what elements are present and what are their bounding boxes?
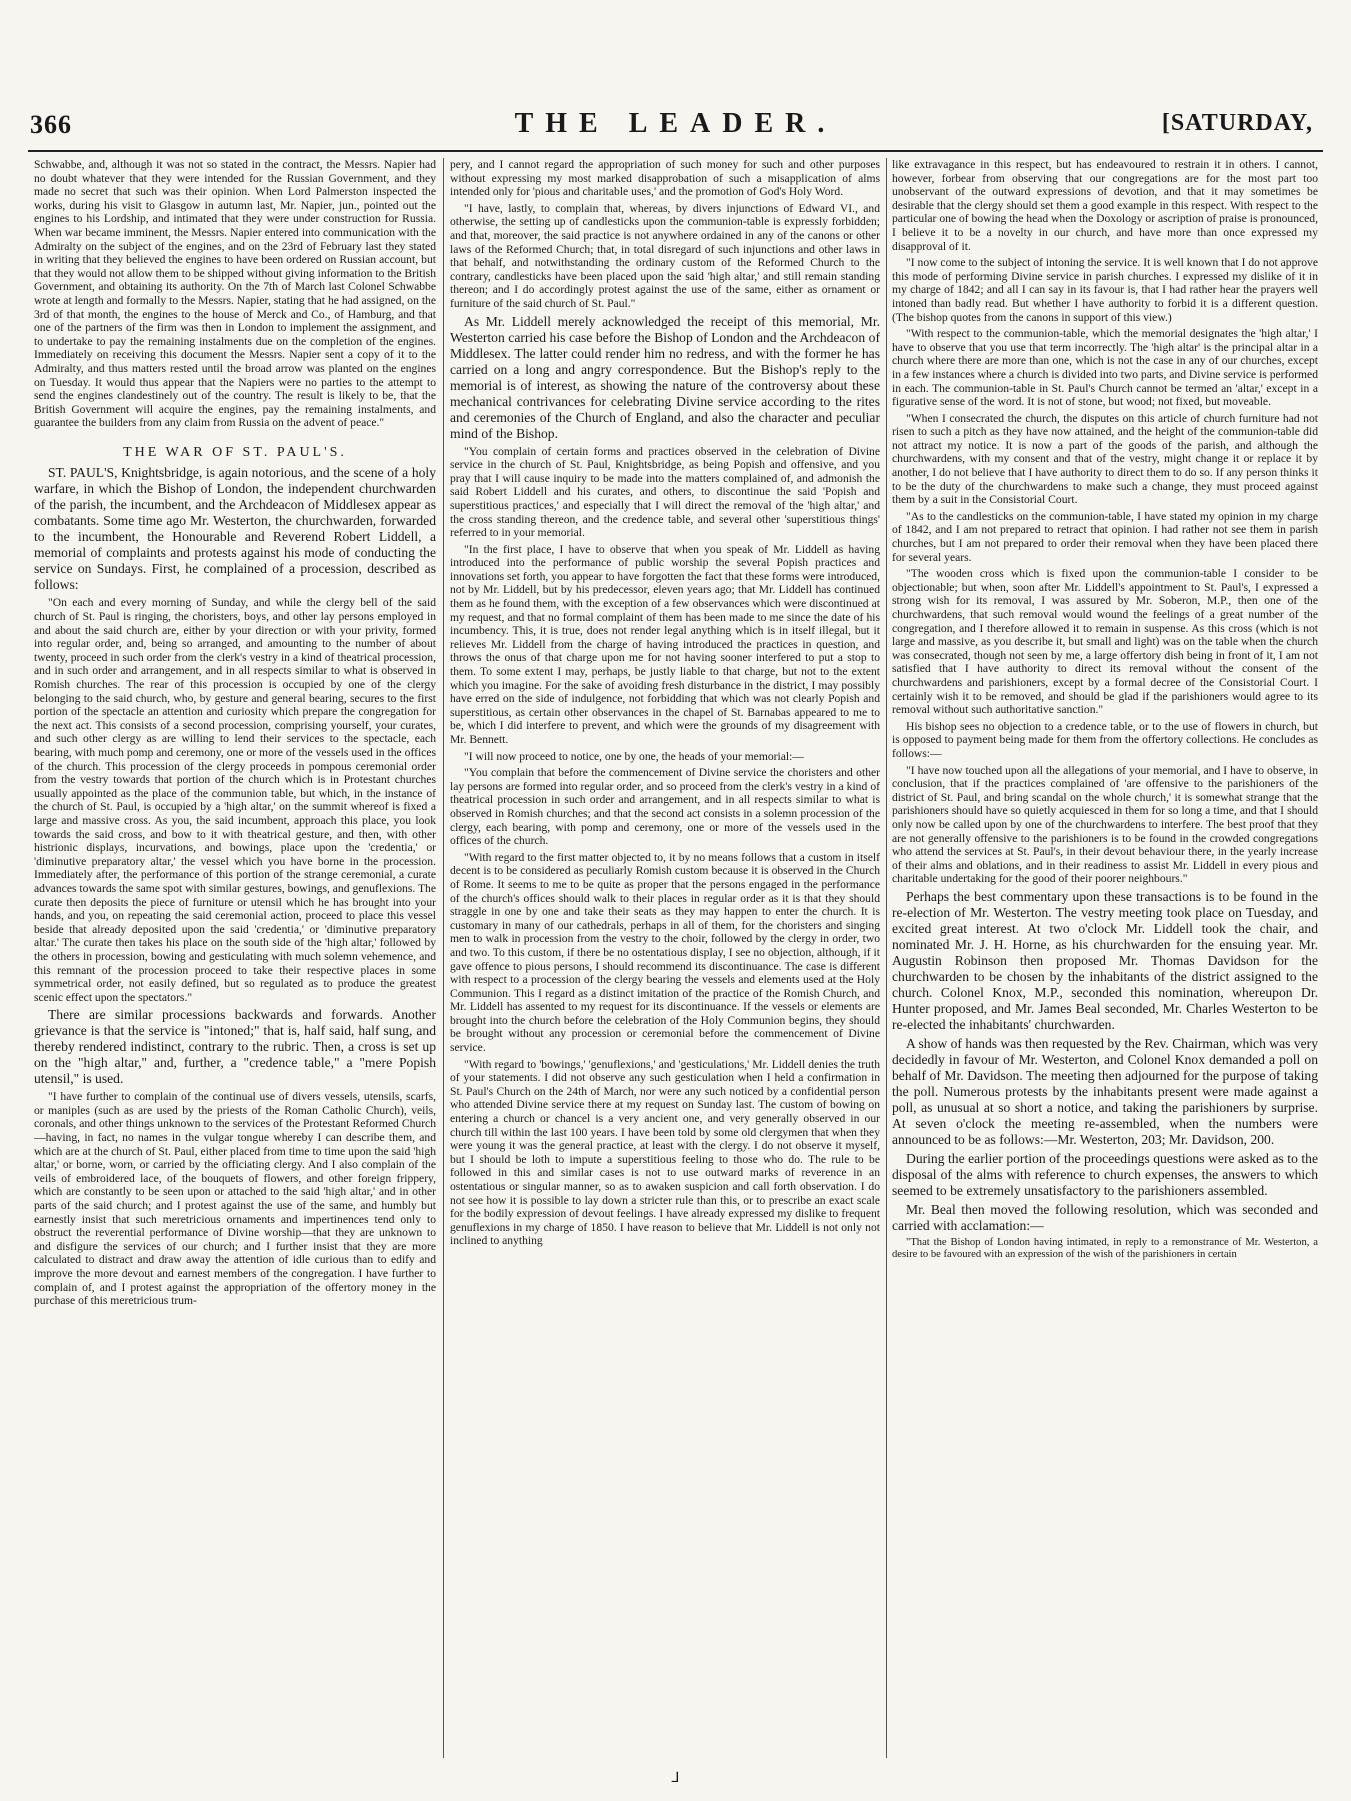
article-paragraph: "I have further to complain of the continual use of divers vessels, utensils, scarfs, or maniples (such as are used by the priests of the Roman Catholic Church), veils, coronals, and other things unknown to the services of the Protestant Reformed Church—having, in fact, no names in the vulgar tongue whereby I can describe them, and which are at the church of St. Paul, either placed from time to time upon the said 'high altar,' or borne, worn, or carried by the officiating clergy. And I also complain of the veils of embroidered lace, of the bouquets of flowers, and other foreign frippery, which are constantly to be seen upon or attached to the said 'high altar,' and in other parts of the said church; and I protest against the use of the same, and humbly but earnestly insist that such meretricious ornaments and impertinences tend only to obstruct the reverential performance of Divine worship—that they are unknown to and disfigure the services of our church; and I further insist that they are more calculated to distract and draw away the attention of idle curious than to edify and improve the more devout and earnest members of the congregation. I have further to complain of, and I protest against the appropriation of the offertory money in the purchase of this meretricious trum- xyxy=(34,1090,436,1308)
header-rule xyxy=(28,150,1323,152)
article-paragraph: Perhaps the best commentary upon these transactions is to be found in the re-election of Mr. Westerton. The vestry meeting took place on Tuesday, and excited great interest. At two o'clock Mr. Liddell took the chair, and nominated Mr. J. H. Horne, as his churchwarden for the ensuing year. Mr. Augustin Robinson then proposed Mr. Thomas Davidson for the churchwarden to be chosen by the inhabitants of the district assigned to the church. Colonel Knox, M.P., seconded this nomination, whereupon Dr. Hunter proposed, and Mr. James Beal seconded, Mr. Charles Westerton to be re-elected the inhabitants' churchwarden. xyxy=(892,888,1318,1032)
article-paragraph: "On each and every morning of Sunday, and while the clergy bell of the said church of St. Paul is ringing, the choristers, boys, and other lay persons employed in and about the said church are, either by your direction or with your privity, formed into regular order, and, being so arranged, and amounting to the number of about twenty, proceed in such order from the clerk's vestry in a kind of theatrical procession, and in such order and arrangement, and in all respects similar to what is observed in Romish churches. The rear of this procession is occupied by one of the clergy belonging to the said church, who, by gesture and general bearing, secures to the first portion of the spectacle an attention and curiosity which prepare the congregation for the next act. This consists of a second procession, comprising yourself, your curates, and such other clergy as are willing to lend their services to the spectacle, each bearing, with much pomp and ceremony, one or more of the vessels used in the offices of the church. This procession of the clergy proceeds in pompous ceremonial order from the vestry towards that portion of the church which is in Protestant churches usually appointed as the place of the communion table, but which, in the instance of the church of St. Paul, is occupied by a 'high altar,' on the summit whereof is fixed a large and massive cross. As you, the said incumbent, approach this place, you look towards the said cross, and bow to it with theatrical gesture, and then, with other histrionic displays, incurvations, and bowings, place upon the 'credentia,' or 'diminutive preparatory altar,' the vessel which you have borne in the procession. Immediately after, the performance of this portion of the strange ceremonial, a curate advances towards the same spot with similar gestures, bowings, and genuflexions. The curate then deposits the piece of furniture or utensil which he has brought into your hands, and you, on repeating the said ceremonial action, proceed to place this vessel beside that already deposited upon the said 'credentia,' or 'diminutive preparatory altar.' The curate then takes his place on the south side of the 'high altar,' followed by the others in procession, bowing and gesticulating with much solemn vehemence, and this remnant of the procession proceed to take their respective places in some symmetrical order, not easily defined, but so regulated as to produce the greatest scenic effect upon the spectators." xyxy=(34,596,436,1004)
article-paragraph: pery, and I cannot regard the appropriation of such money for such and other purposes without expressing my most marked disapprobation of such a misapplication of alms intended only for 'pious and charitable uses,' and the promotion of God's Holy Word. xyxy=(450,158,880,199)
article-paragraph: A show of hands was then requested by the Rev. Chairman, which was very decidedly in favour of Mr. Westerton, and Colonel Knox demanded a poll on behalf of Mr. Davidson. The meeting then adjourned for the purpose of taking the poll. Numerous protests by the inhabitants present were made against a poll, as unusual at so short a notice, and taking the parishioners by surprise. At seven o'clock the meeting re-assembled, when the numbers were announced to be as follows:—Mr. Westerton, 203; Mr. Davidson, 200. xyxy=(892,1035,1318,1147)
masthead xyxy=(0,0,1351,160)
article-paragraph: "You complain of certain forms and practices observed in the celebration of Divine service in the church of St. Paul, Knightsbridge, as being Popish and offensive, and you pray that I will cause inquiry to be made into the matters complained of, and admonish the said Robert Liddell and his curates, and others, to discontinue the said 'Popish and superstitious practices,' and especially that I will direct the removal of the 'high altar,' and the cross standing thereon, and the credence table, and several other 'superstitious things' referred to in your memorial. xyxy=(450,444,880,540)
article-paragraph: "When I consecrated the church, the disputes on this article of church furniture had not risen to such a pitch as they have now attained, and the height of the communion-table did not attract my notice. It is now a part of the goods of the parish, and although the churchwardens, with my consent and that of the vestry, might change it or replace it by another, I do not believe that I have authority to direct them to do so. If any person thinks it to be the duty of the churchwardens to make such a change, they must proceed against them by a suit in the Consistorial Court. xyxy=(892,411,1318,507)
article-paragraph: "I have, lastly, to complain that, whereas, by divers injunctions of Edward VI., and otherwise, the setting up of candlesticks upon the communion-table is expressly forbidden; and that, moreover, the said practice is not anywhere ordained in any of the canons or other laws of the Reformed Church; that, in total disregard of such injunctions and other laws in that behalf, and notwithstanding the ordinary custom of the Reformed Church to the contrary, candlesticks have been placed upon the said 'high altar,' and still remain standing thereon; and I do accordingly protest against the use of the same, either as ornament or furniture of the said church of St. Paul." xyxy=(450,201,880,310)
article-paragraph: "With regard to 'bowings,' 'genuflexions,' and 'gesticulations,' Mr. Liddell denies the truth of your statements. I did not observe any such gesticulation when I held a confirmation in St. Paul's Church on the 24th of March, nor were any such noticed by a confidential person who attended Divine service there at my request on Sunday last. The custom of bowing on entering a church or chancel is a very ancient one, and very generally observed in our church till within the last 100 years. I have been told by some old clergymen that when they were young it was the general practice, at least with the clergy. I do not observe it myself, but I should be loth to impute a superstitious feeling to those who do. The rule to be followed in this and similar cases is not to use outward marks of reverence in an ostentatious or singular manner, so as to awaken suspicion and call forth observation. I do not see how it is possible to lay down a stricter rule than this, or to prescribe an exact scale for the bodily expression of devout feelings. I have already expressed my dislike to frequent genuflexions in my charge of 1850. I have reason to believe that Mr. Liddell is not only not inclined to anything xyxy=(450,1057,880,1248)
article-paragraph: "I now come to the subject of intoning the service. It is well known that I do not approve this mode of performing Divine service in parish churches. I expressed my dislike of it in my charge of 1842; and all I can say in its favour is, that I had rather hear the prayers well intoned than badly read. But whether I have authority to forbid it is a different question. (The bishop quotes from the canons in support of this view.) xyxy=(892,256,1318,324)
article-paragraph: "I will now proceed to notice, one by one, the heads of your memorial:— xyxy=(464,749,804,763)
article-paragraph: His bishop sees no objection to a credence table, or to the use of flowers in church, but is opposed to payment being made for them from the offertory collections. He concludes as follows:— xyxy=(892,719,1318,760)
newspaper-title: THE LEADER. xyxy=(514,108,837,139)
article-paragraph: "You complain that before the commencement of Divine service the choristers and other lay persons are formed into regular order, and so proceed from the clerk's vestry in a kind of theatrical procession in such order and arrangement, and in all respects similar to what is observed in Romish churches; and that the second act consists in a solemn procession of the clergy, each bearing, with pomp and ceremony, one or more of the vessels used in the offices of the church. xyxy=(450,766,880,848)
article-paragraph: "In the first place, I have to observe that when you speak of Mr. Liddell as having introduced into the performance of public worship the several Popish practices and innovations set forth, you appear to have forgotten the fact that these forms were introduced, not by Mr. Liddell, but by his predecessor, eleven years ago; that Mr. Liddell has continued them as he found them, with the exception of a few observances which were discontinued at my request, and that no formal complaint of them has been made to me since the date of his incumbency. This, it is true, does not render legal anything which is in itself illegal, but it relieves Mr. Liddell from the charge of having introduced the practices in question, and throws the onus of that charge upon me for not having sooner interfered to put a stop to them. To some extent I may, perhaps, be justly liable to that charge, but not to the extent which you imagine. For the sake of avoiding fresh disturbance in the district, I may possibly have erred on the side of indulgence, not forbidding that which was not clearly Popish and superstitious, as certain other observances in the chapel of St. Barnabas appeared to me to be, which I did interfere to prevent, and which were the grounds of my disagreement with Mr. Bennett. xyxy=(450,542,880,746)
column-2 xyxy=(450,158,880,1758)
article-paragraph: like extravagance in this respect, but has endeavoured to restrain it in others. I cannot, however, forbear from observing that our congregations are for the most part too unobservant of the outward expressions of devotion, and that it may sometimes be desirable that the clergy should set them a good example in this respect. With respect to the particular one of bowing the head when the Doxology or ascription of praise is pronounced, I believe it to be a novelty in our church, and have more than once expressed my disapproval of it. xyxy=(892,158,1318,253)
column-1 xyxy=(34,158,436,1758)
column-3 xyxy=(892,158,1318,1758)
article-heading: THE WAR OF ST. PAUL'S. xyxy=(123,444,347,460)
article-paragraph: As Mr. Liddell merely acknowledged the receipt of this memorial, Mr. Westerton carried his case before the Bishop of London and the Archdeacon of Middlesex. The latter could render him no redress, and with the former he has carried on a long and angry correspondence. But the Bishop's reply to the memorial is of interest, as showing the nature of the controversy about these mechanical contrivances for celebrating Divine service according to the rites and ceremonies of the Church of England, and also the character and peculiar mind of the Bishop. xyxy=(450,313,880,441)
article-paragraph: Mr. Beal then moved the following resolution, which was seconded and carried with acclamation:— xyxy=(892,1201,1318,1233)
issue-day: [SATURDAY, xyxy=(1161,110,1313,136)
article-paragraph: "With respect to the communion-table, which the memorial designates the 'high altar,' I have to observe that you use that term incorrectly. The 'high altar' is the principal altar in a church where there are more than one, which is not the case in any of our churches, except in a few instances where a church is divided into two parts, and Divine service is performed in each. The communion-table in St. Paul's Church cannot be termed an 'altar,' except in a figurative sense of the word. It is not of stone, but wood; not fixed, but moveable. xyxy=(892,327,1318,409)
page-number: 366 xyxy=(30,110,72,139)
article-paragraph: ST. PAUL'S, Knightsbridge, is again notorious, and the scene of a holy warfare, in which the Bishop of London, the independent churchwarden of the parish, the incumbent, and the Archdeacon of Middlesex appear as combatants. Some time ago Mr. Westerton, the churchwarden, forwarded to the incumbent, the Honourable and Reverend Robert Liddell, a memorial of complaints and protests against his mode of conducting the service on Sundays. First, he complained of a procession, described as follows: xyxy=(34,465,436,593)
article-paragraph: "The wooden cross which is fixed upon the communion-table I consider to be objectionable; but when, soon after Mr. Liddell's appointment to St. Paul's, I expressed a strong wish for its removal, I was assured by Mr. Soberon, M.P., then one of the churchwardens, that such removal would wound the feelings of a great number of the congregation, and I therefore allowed it to remain in suspense. As this cross (which is not large and massive, as you describe it, but small and light) was on the table when the church was consecrated, though not seen by me, a large offertory dish being in front of it, I am not satisfied that I have authority to direct its removal without the consent of the churchwardens and parishioners, except by a formal decree of the Consistorial Court. I certainly wish it to be removed, and should be glad if the parishioners would agree to its removal without such authoritative sanction." xyxy=(892,567,1318,717)
article-paragraph: Schwabbe, and, although it was not so stated in the contract, the Messrs. Napier had no doubt whatever that they were intended for the Russian Government, and they made no secret that such was their opinion. When Lord Palmerston inspected the works, during his visit to Glasgow in autumn last, Mr. Napier, jun., pointed out the engines to his Lordship, and intimated that they were under construction for Russia. When war became imminent, the Messrs. Napier entered into communication with the Admiralty on the subject of the engines, and on the 23rd of February last they stated in writing that they believed the engines to have been ordered on Russian account, but that they would not allow them to be shipped without giving information to the British Government, and obtaining its authority. On the 7th of March last Colonel Schwabbe wrote at length and formally to the Messrs. Napier, stating that he had assigned, on the 3rd of that month, the engines to the house of Merck and Co., of Hamburg, and that one of the partners of the firm was then in London to implement the assignment, and to undertake to pay the remaining instalments due on the completion of the engines. Immediately on receiving this document the Messrs. Napier sent a copy of it to the Admiralty, and thus matters rested until the broad arrow was planted on the engines on Tuesday. It would thus appear that the Napiers were no parties to the attempt to send the engines clandestinely out of the country. The result is likely to be, that the British Government will acquire the engines, pay the remaining instalments, and guarantee the builders from any claim from Russia on the advent of peace." xyxy=(34,158,436,430)
article-paragraph: "I have now touched upon all the allegations of your memorial, and I have to observe, in conclusion, that if the practices complained of 'are offensive to the parishioners of the district of St. Paul, and bring scandal on the whole church,' it is somewhat strange that the parishioners should have so quietly acquiesced in them for so long a time, and that I should only now be called upon by one of the churchwardens to interfere. The best proof that they are not generally offensive to the parishioners is to be found in the crowded congregations who attend the services at St. Paul's, in their devout behaviour there, in the yearly increase of their alms and oblations, and in their readiness to assist Mr. Liddell in every pious and charitable undertaking for the good of their poorer neighbours." xyxy=(892,763,1318,886)
column-divider-2 xyxy=(886,158,887,1758)
article-paragraph: There are similar processions backwards and forwards. Another grievance is that the service is "intoned;" that is, half said, half sung, and thereby rendered indistinct, contrary to the rubric. Then, a cross is set up on the "high altar," and, further, a "credence table," a "mere Popish utensil," is used. xyxy=(34,1007,436,1087)
column-divider-1 xyxy=(443,158,444,1758)
article-paragraph: "With regard to the first matter objected to, it by no means follows that a custom in itself decent is to be considered as peculiarly Romish custom because it is observed in the Church of Rome. It seems to me to be quite as proper that the persons engaged in the performance of the church's offices should walk to their places in regular order as it is that they should straggle in one by one and take their seats as they may happen to enter the church. It is customary in many of our cathedrals, perhaps in all of them, for the choristers and singing men to walk in procession from the vestry to the choir, followed by the clergy in order, two and two. To this custom, if there be no ostentatious display, I see no objection, although, if it gave offence to pious persons, I should recommend its discontinuance. The case is different with respect to a procession of the clergy bearing the vessels and elements used at the Holy Communion. This I regard as a distinct imitation of the practice of the Romish Church, and Mr. Liddell has assented to my request for its discontinuance. If the vessels or elements are brought into the church before the celebration of the Holy Communion begins, they should be brought without any procession or ceremonial before the commencement of Divine service. xyxy=(450,850,880,1055)
footer-mark: ⅃ xyxy=(671,1771,680,1786)
article-paragraph: During the earlier portion of the proceedings questions were asked as to the disposal of the alms with reference to church expenses, the answers to which seemed to be extremely unsatisfactory to the parishioners assembled. xyxy=(892,1150,1318,1198)
article-paragraph: "That the Bishop of London having intimated, in reply to a remonstrance of Mr. Westerton, a desire to be favoured with an expression of the wish of the parishioners in certain xyxy=(892,1236,1318,1261)
article-paragraph: "As to the candlesticks on the communion-table, I have stated my opinion in my charge of 1842, and I am not prepared to retract that opinion. I had rather not see them in parish churches, but I am not prepared to order their removal when they have been placed there for several years. xyxy=(892,509,1318,564)
